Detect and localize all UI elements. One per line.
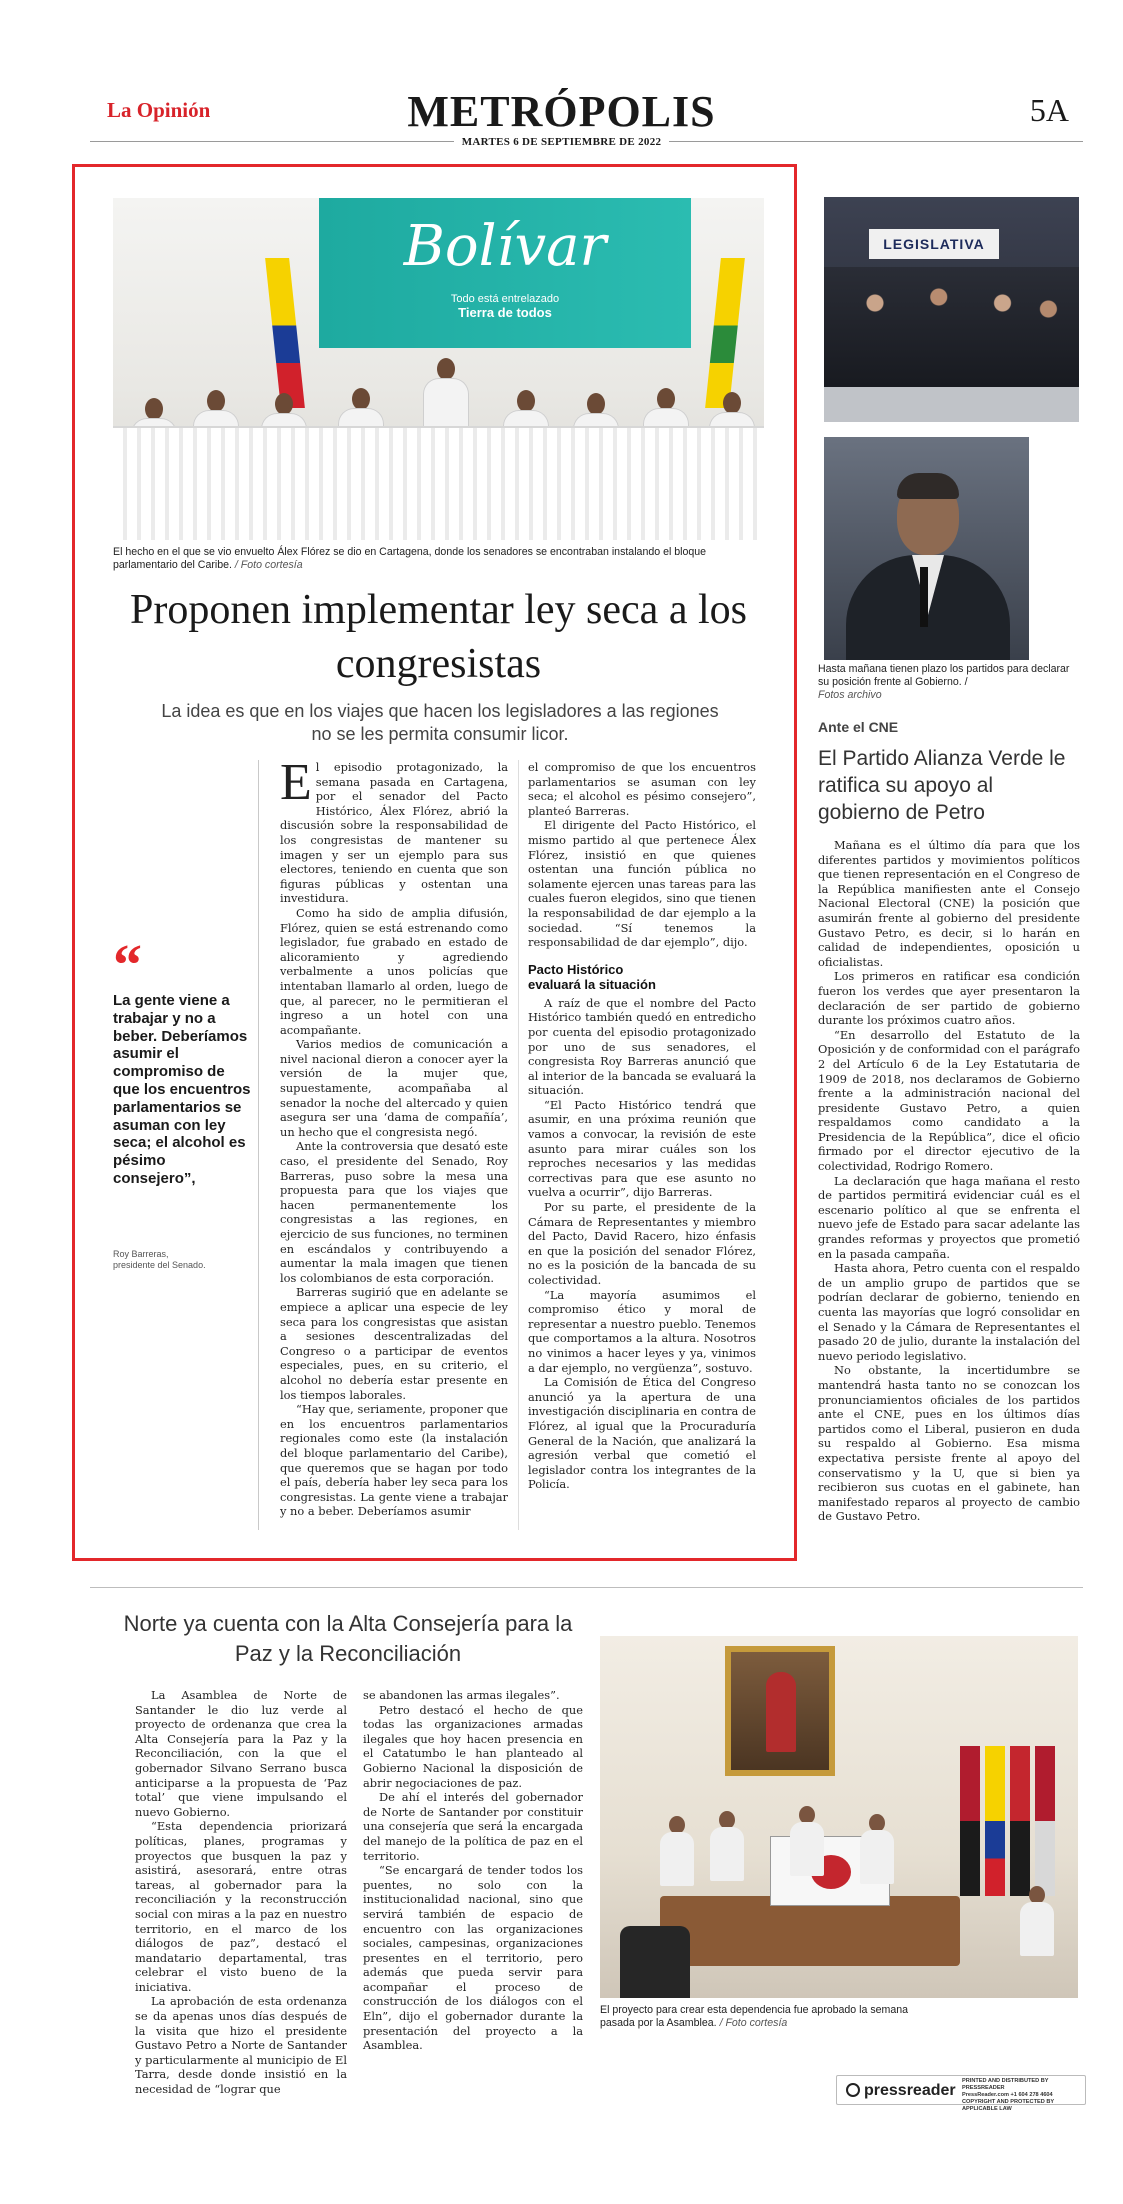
article-paragraph: “Se encargará de tender todos los puentes, no solo con la institucionalidad nacional, sino que servirá también de espacio de encuentro con las organizaciones sociales, campesinas, organizaciones presentes en el territorio, pero además que pueda servir para acompañar el proceso de construcción de los diálogos con el Eln”, dijo el gobernador durante la presentación del proyecto a la Asamblea. <box>363 1863 583 2053</box>
article-paragraph: “La mayoría asumimos el compromiso ético y moral de representar a nuestro pueblo. Tenemos que comportamos a la altura. Nosotros no vinimos a hacer leyes y ya, vinimos a dar ejemplo, no vergüenza”, sostuvo. <box>528 1287 756 1375</box>
article-paragraph: Varios medios de comunicación a nivel nacional dieron a conocer ayer la versión de la mujer que, supuestamente, acompañaba al senador la noche del altercado y quien asegura ser una ‘dama de compañía’, un hecho que el congresista negó. <box>280 1037 508 1139</box>
section-title: METRÓPOLIS <box>407 87 716 136</box>
side-article-body <box>818 838 1080 1524</box>
column-divider <box>258 760 259 1530</box>
caption-text: Hasta mañana tienen plazo los partidos para declarar su posición frente al Gobierno. / <box>818 663 1070 688</box>
article-paragraph: De ahí el interés del gobernador de Norte de Santander por constituir una consejería que será la encargada del manejo de la política de paz en el territorio. <box>363 1790 583 1863</box>
pull-quote-author-role: presidente del Senado. <box>113 1260 206 1270</box>
side-photo-legislature <box>824 197 1079 422</box>
quote-mark-icon: “ <box>113 932 142 997</box>
side-kicker: Ante el CNE <box>818 719 899 735</box>
bottom-article-column-1 <box>135 1688 347 2097</box>
article-paragraph: Petro destacó el hecho de que todas las organizaciones armadas ilegales que hoy hacen presencia en el Catatumbo le han planteado al Gobierno Nacional la disposición de abrir negociaciones de paz. <box>363 1702 583 1790</box>
newspaper-logo: La Opinión <box>107 98 211 122</box>
article-paragraph: “Hay que, seriamente, proponer que en los encuentros parlamentarios regionales como este (la instalación del bloque parlamentario del Caribe), que queremos que se hagan por todo el país, debería haber ley seca para los congresistas. La gente viene a trabajar y no a beber. Deberíamos asumir <box>280 1402 508 1519</box>
person <box>860 1814 894 1884</box>
bottom-headline: Norte ya cuenta con la Alta Consejería para la Paz y la Reconciliación <box>123 1611 573 1666</box>
side-photo-petro <box>824 437 1029 660</box>
caption-credit: / Foto cortesía <box>234 559 303 571</box>
banner-line-2: Tierra de todos <box>458 305 552 320</box>
drop-cap: E <box>280 754 312 811</box>
main-deck: La idea es que en los viajes que hacen los legisladores a las regiones no se les permita consumir licor. <box>161 701 719 744</box>
pressreader-logo: pressreader <box>846 2082 956 2100</box>
article-paragraph: “Esta dependencia priorizará políticas, planes, programas y proyectos que busquen la paz y asistirá, asesorará, entre otras tareas, al gobernador para la reconciliación y la reconstrucción social con miras a la paz en nuestro territorio, en el marco de los diálogos de paz”, destacó el mandatario departamental, tras celebrar el visto bueno de la iniciativa. <box>135 1819 347 1994</box>
article-subhead: Pacto Histórico evaluará la situación <box>528 961 656 992</box>
main-headline: Proponen implementar ley seca a los congresistas <box>130 587 747 687</box>
person <box>1020 1886 1054 1956</box>
bottom-article-photo <box>600 1636 1078 1998</box>
article-paragraph: Hasta ahora, Petro cuenta con el respaldo de un amplio grupo de partidos que se podrían declarar de gobierno, teniendo en cuenta las mayorías que logró consolidar en el Senado y la Cámara de Representantes el pasado 20 de julio, durante la instalación del nuevo periodo legislativo. <box>818 1261 1080 1363</box>
article-paragraph: Ante la controversia que desató este caso, el presidente del Senado, Roy Barreras, puso sobre la mesa una propuesta para que los viajes que hacen permanentemente los congresistas a las regiones, en ejercicio de sus funciones, no terminen en escándalos y contribuyendo a aumentar la mala imagen que tienen los colombianos de esta corporación. <box>280 1139 508 1285</box>
article-paragraph: La Asamblea de Norte de Santander le dio luz verde al proyecto de ordenanza que crea la Alta Consejería para la Paz y la Reconciliación, con la que el gobernador Silvano Serrano busca anticiparse a la propuesta de ‘Paz total’ que viene impulsando el nuevo Gobierno. <box>135 1688 347 1819</box>
side-headline: El Partido Alianza Verde le ratifica su apoyo al gobierno de Petro <box>818 747 1066 824</box>
flag <box>985 1746 1005 1896</box>
article-paragraph: La aprobación de esta ordenanza se da apenas unos días después de la visita que hizo el presidente Gustavo Petro a Norte de Santander y particularmente al municipio de El Tarra, desde donde insistió en la necesidad de “lograr que <box>135 1994 347 2097</box>
pull-quote-author <box>113 1249 253 1271</box>
pull-quote-author-name: Roy Barreras, <box>113 1249 169 1259</box>
banner-title: Bolívar <box>403 214 607 279</box>
flag <box>1010 1746 1030 1896</box>
panel-table <box>113 426 764 540</box>
caption-credit: Fotos archivo <box>818 689 882 701</box>
person <box>790 1806 824 1876</box>
article-paragraph: El episodio protagonizado, la semana pasada en Cartagena, por el senador del Pacto Histórico, Álex Flórez, abrió la discusión sobre la responsabilidad de los congresistas de mantener su imagen y ser un ejemplo para sus electores, teniendo en cuenta que son figuras públicas y ostentan una investidura. <box>280 754 508 906</box>
caption-text: El proyecto para crear esta dependencia fue aprobado la semana pasada por la Asamblea. <box>600 2004 909 2029</box>
person <box>710 1811 744 1881</box>
page-number: 5A <box>1029 92 1069 128</box>
article-paragraph: se abandonen las armas ilegales”. <box>363 1688 560 1702</box>
main-article-photo <box>113 198 764 540</box>
article-paragraph: La Comisión de Ética del Congreso anunció ya la apertura de una investigación disciplinaria en contra de Flórez, al igual que la Procuraduría General de la Nación, que analizará la agresión verbal que cometió el legislador contra los integrantes de la Policía. <box>528 1375 756 1492</box>
article-paragraph: No obstante, la incertidumbre se mantendrá hasta tanto no se conozcan los pronunciamientos oficiales de los partidos ante el CNE, pues en los últimos días partidos como el Liberal, pusieron en duda su respaldo al Gobierno. Esa misma expectativa persiste frente al apoyo del conservatismo y la U, que si bien ya recibieron sus cuotas en el gabinete, han manifestado reparos al proyecto de cambio de Gustavo Petro. <box>818 1363 1080 1524</box>
bottom-article-column-2 <box>363 1688 583 2053</box>
article-paragraph: El dirigente del Pacto Histórico, el mismo partido al que pertenece Álex Flórez, insistió en que quienes ostentan una función pública no solamente ejercen unas tareas para las cuales fueron elegidos, sino que tienen la responsabilidad de dar ejemplo a la sociedad. “Sí tenemos la responsabilidad de dar ejemplo”, dijo. <box>528 818 756 950</box>
pressreader-icon <box>846 2083 860 2097</box>
main-photo-caption <box>113 546 764 572</box>
main-article-column-2 <box>528 760 756 1492</box>
assembly-desk <box>660 1896 960 1966</box>
article-paragraph: A raíz de que el nombre del Pacto Histórico también quedó en entredicho por cuenta del episodio protagonizado por uno de sus senadores, el congresista Roy Barreras anunció que al interior de la bancada se evaluará la situación. <box>528 995 756 1098</box>
section-rule <box>90 1587 1083 1588</box>
pressreader-notice: PRINTED AND DISTRIBUTED BY PRESSREADER PressReader.com +1 604 278 4604 COPYRIGHT AND PROTECTED BY APPLICABLE LAW <box>962 2078 1054 2112</box>
caption-text: El hecho en el que se vio envuelto Álex Flórez se dio en Cartagena, donde los senadores se encontraban instalando el bloque parlamentario del Caribe. <box>113 546 707 571</box>
pull-quote: La gente viene a trabajar y no a beber. Deberíamos asumir el compromiso de que los encuentros parlamentarios se asuman con ley seca; el alcohol es pésimo consejero”, <box>113 992 251 1187</box>
article-paragraph: “El Pacto Histórico tendrá que asumir, en una próxima reunión que vamos a convocar, la revisión de este asunto para mirar cuáles son los reproches necesarios y las medidas correctivas para que ese asunto no vuelva a ocurrir”, dijo Barreras. <box>528 1097 756 1200</box>
article-paragraph: La declaración que haga mañana el resto de partidos permitirá evidenciar cuál es el escenario político al que se enfrenta el nuevo jefe de Estado para sacar adelante las grandes reformas y proyectos que prometió en la pasada campaña. <box>818 1173 1080 1261</box>
article-paragraph: “En desarrollo del Estatuto de la Oposición y de conformidad con el parágrafo 2 del Artículo 6 de la Ley Estatutaria de 1909 de 2018, nos declaramos de Gobierno frente a la administración nacional del presidente Gustavo Petro, a quien respaldamos como candidato a la Presidencia de la República”, dice el oficio firmado por el director ejecutivo de la colectividad, Rodrigo Romero. <box>818 1027 1080 1174</box>
crowd <box>824 267 1079 387</box>
dateline <box>0 136 1123 148</box>
side-photo-caption <box>818 663 1080 702</box>
microphone-icon <box>920 567 928 627</box>
flag <box>1035 1746 1055 1896</box>
article-paragraph: Los primeros en ratificar esa condición fueron los verdes que ayer presentaron la declaración de ser partido de gobierno durante los próximos cuatro años. <box>818 969 1080 1028</box>
bolivar-banner <box>319 198 691 348</box>
bottom-photo-caption <box>600 2004 930 2030</box>
legislativa-sign: LEGISLATIVA <box>869 229 999 259</box>
date-text: MARTES 6 DE SEPTIEMBRE DE 2022 <box>454 136 670 148</box>
banner-line-1: Todo está entrelazado <box>450 293 560 305</box>
article-paragraph: Como ha sido de amplia difusión, Flórez, quien se está estrenando como legislador, fue grabado en estado de alicoramiento y agrediendo verbalmente a unos policías que intentaban llamarlo al orden, luego de que, al parecer, no le permitieran el ingreso a un hotel con una acompañante. <box>280 905 508 1037</box>
article-paragraph: el compromiso de que los encuentros parlamentarios se asuman con ley seca; el alcohol es pésimo consejero”, planteó Barreras. <box>528 760 756 818</box>
framed-portrait <box>725 1646 835 1776</box>
article-paragraph: Mañana es el último día para que los diferentes partidos y movimientos políticos que tienen representación en el Congreso de la República manifiesten ante el Consejo Nacional Electoral (CNE) la posición que asumirán frente al gobierno del presidente Gustavo Petro, es decir, si lo harán en calidad de independientes, oposición u oficialistas. <box>818 838 1080 969</box>
column-divider <box>518 760 519 1530</box>
article-paragraph: Barreras sugirió que en adelante se empiece a aplicar una especie de ley seca para los congresistas que asistan a sesiones descentralizadas del Congreso o a participar de eventos especiales, pues, en su criterio, el alcohol no debería estar presente en los tiempos laborales. <box>280 1285 508 1402</box>
caption-credit: / Foto cortesía <box>719 2017 788 2029</box>
article-paragraph: Por su parte, el presidente de la Cámara de Representantes y miembro del Pacto, David Racero, hizo énfasis en que la posición del senador Flórez, no es la posición de la bancada de su colectividad. <box>528 1200 756 1287</box>
main-article-column-1 <box>280 754 508 1519</box>
hair <box>897 473 959 499</box>
chair <box>620 1926 690 1998</box>
banner-subtitle <box>319 293 691 321</box>
panel-people <box>113 368 764 428</box>
person <box>660 1816 694 1886</box>
table <box>824 387 1079 422</box>
flag <box>960 1746 980 1896</box>
